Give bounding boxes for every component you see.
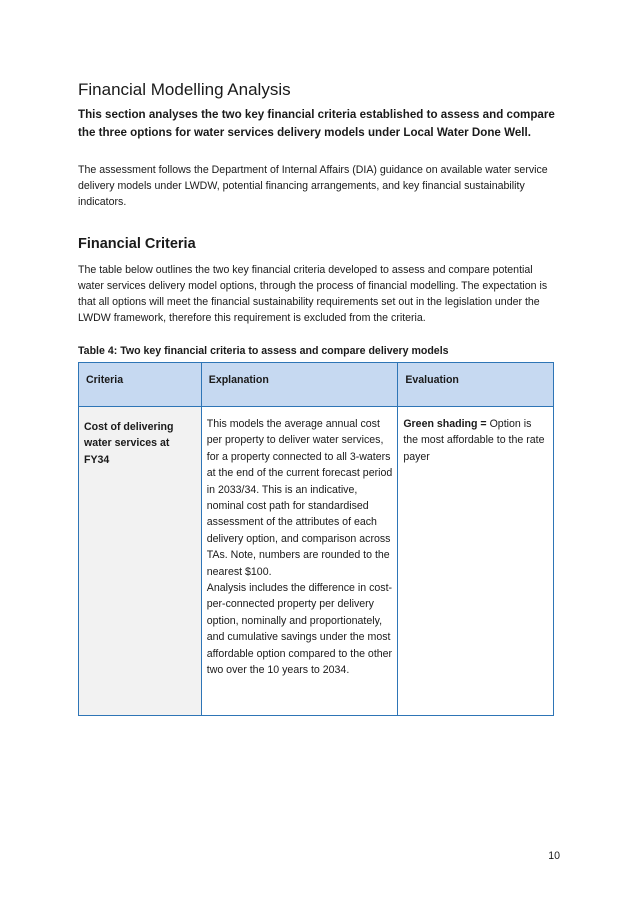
section-heading: Financial Criteria	[78, 236, 196, 252]
header-evaluation: Evaluation	[398, 363, 554, 407]
cell-evaluation	[398, 407, 554, 716]
header-explanation: Explanation	[201, 363, 398, 407]
evaluation-text: Option is the most affordable to the rate payer	[403, 418, 545, 463]
evaluation-label: Green shading =	[403, 418, 487, 430]
page-heading: Financial Modelling Analysis	[78, 80, 291, 99]
page-number: 10	[548, 850, 560, 862]
section-paragraph: The table below outlines the two key financial criteria developed to assess and compare potential water services delivery model options, through the process of financial modelling. The expectation is that all options will meet the financial sustainability requirements set out in the legislation under the LWDW framework, therefore this requirement is excluded from the criteria.	[78, 264, 548, 324]
cell-explanation	[201, 407, 398, 716]
table-caption: Table 4: Two key financial criteria to assess and compare delivery models	[78, 345, 449, 357]
explanation-text-1: This models the average annual cost per property to deliver water services, for a property connected to all 3-waters at the end of the current forecast period in 2033/34. This is an indicative, nominal cost path for standardised assessment of the attributes of each delivery option, and comparison across TAs. Note, numbers are rounded to the nearest $100.	[206, 418, 393, 578]
intro-paragraph: The assessment follows the Department of Internal Affairs (DIA) guidance on available water service delivery models under LWDW, potential financing arrangements, and key financial sustainability indicators.	[78, 164, 548, 208]
cell-criteria: Cost of delivering water services at FY34	[79, 407, 202, 716]
table-header-row	[79, 363, 554, 407]
explanation-text-2: Analysis includes the difference in cost-per-connected property per delivery option, nominally and proportionately, and cumulative savings under the most affordable option compared to the other two over the 10 years to 2034.	[206, 582, 393, 677]
criteria-table	[78, 362, 554, 716]
header-criteria: Criteria	[79, 363, 202, 407]
table-row	[79, 407, 554, 716]
lead-paragraph: This section analyses the two key financial criteria established to assess and compare the three options for water services delivery models under Local Water Done Well.	[78, 108, 555, 139]
